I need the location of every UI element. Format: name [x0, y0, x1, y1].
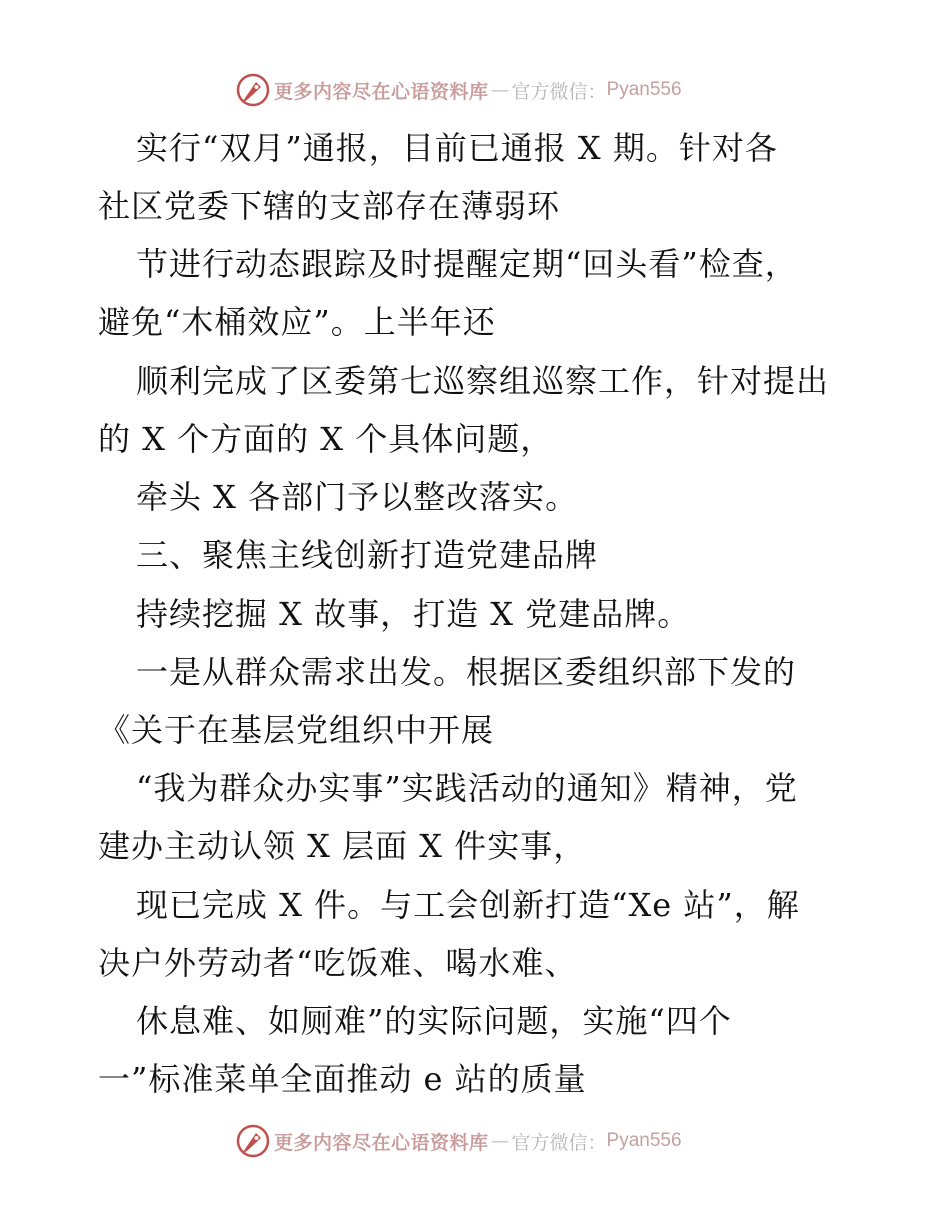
watermark-site-text: 更多内容尽在心语资料库: [274, 1131, 489, 1154]
watermark-wechat-id: Pyan556: [606, 1130, 682, 1151]
body-line: 社区党委下辖的支部存在薄弱环: [98, 187, 561, 225]
body-line: 节进行动态跟踪及时提醒定期“回头看”检查，: [136, 245, 798, 283]
body-line: 建办主动认领 X 层面 X 件实事，: [98, 827, 587, 865]
body-line: 牵头 X 各部门予以整改落实。: [136, 478, 579, 516]
body-line: 的 X 个方面的 X 个具体问题，: [98, 420, 554, 458]
body-line: 持续挖掘 X 故事，打造 X 党建品牌。: [136, 595, 691, 633]
body-line: 顺利完成了区委第七巡察组巡察工作，针对提出: [136, 362, 830, 400]
body-line: 一是从群众需求出发。根据区委组织部下发的: [136, 653, 797, 691]
body-line: 休息难、如厕难”的实际问题，实施“四个: [136, 1002, 732, 1040]
body-line: 《关于在基层党组织中开展: [98, 711, 495, 749]
watermark-header: [236, 73, 682, 107]
pen-nib-logo-icon: [236, 1124, 270, 1158]
watermark-footer: [236, 1124, 682, 1158]
watermark-official-label: 官方微信：: [511, 1131, 607, 1154]
body-line: 实行“双月”通报，目前已通报 X 期。针对各: [136, 129, 778, 167]
watermark-wechat-id: Pyan556: [606, 79, 682, 100]
body-line: 一”标准菜单全面推动 e 站的质量: [98, 1060, 587, 1098]
section-heading: 三、聚焦主线创新打造党建品牌: [136, 536, 599, 574]
watermark-separator: —: [490, 1130, 510, 1152]
body-line: 现已完成 X 件。与工会创新打造“Xe 站”，解: [136, 886, 800, 924]
watermark-site-text: 更多内容尽在心语资料库: [274, 80, 489, 103]
body-line: 避免“木桶效应”。上半年还: [98, 303, 496, 341]
body-line: 决户外劳动者“吃饭难、喝水难、: [98, 944, 578, 982]
body-line: “我为群众办实事”实践活动的通知》精神，党: [136, 769, 798, 807]
pen-nib-logo-icon: [236, 73, 270, 107]
watermark-official-label: 官方微信：: [511, 80, 607, 103]
watermark-separator: —: [490, 79, 510, 101]
